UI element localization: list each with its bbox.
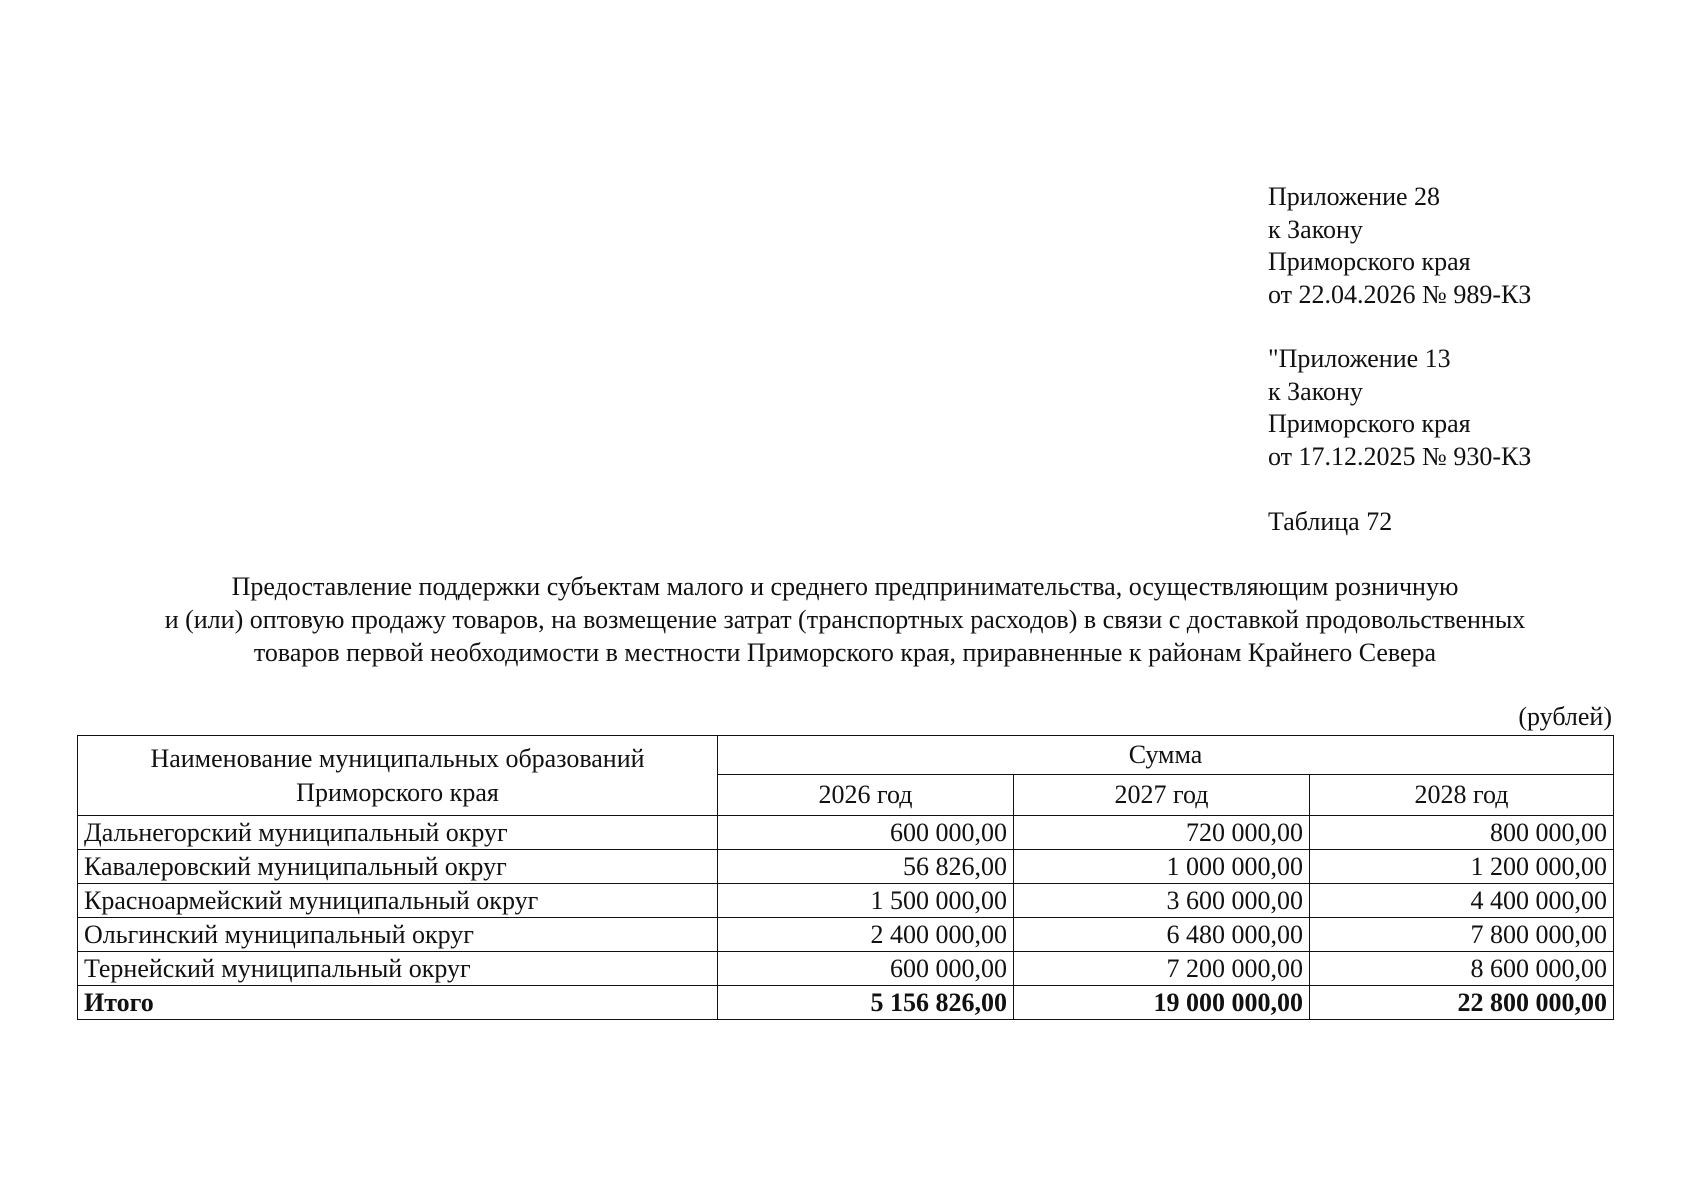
amount-cell: 720 000,00 [1014,816,1310,850]
appendix-line: от 22.04.2026 № 989-КЗ [1268,279,1532,309]
amount-cell: 800 000,00 [1310,816,1614,850]
amount-cell: 6 480 000,00 [1014,918,1310,952]
amount-cell: 4 400 000,00 [1310,884,1614,918]
amount-cell: 7 800 000,00 [1310,918,1614,952]
appendix-line: к Закону [1268,214,1363,244]
title-line: и (или) оптовую продажу товаров, на возмещение затрат (транспортных расходов) в связи с доставкой продовольственных [164,605,1526,634]
amount-cell: 2 400 000,00 [718,918,1014,952]
table-number: Таблица 72 [1268,507,1393,536]
amount-cell: 1 200 000,00 [1310,850,1614,884]
amount-cell: 1 500 000,00 [718,884,1014,918]
header-row [78,736,1614,775]
amount-cell: 1 000 000,00 [1014,850,1310,884]
year-header: 2028 год [1310,775,1614,816]
header-line: Наименование муниципальных образований [150,743,645,773]
total-row [78,986,1614,1020]
amount-cell: 56 826,00 [718,850,1014,884]
title-line: Предоставление поддержки субъектам малого и среднего предпринимательства, осуществляющим розничную [231,572,1459,601]
total-amount-cell: 5 156 826,00 [718,986,1014,1020]
appendix-line: к Закону [1268,376,1363,406]
total-amount-cell: 19 000 000,00 [1014,986,1310,1020]
municipality-name: Ольгинский муниципальный округ [78,918,718,952]
municipality-name: Красноармейский муниципальный округ [78,884,718,918]
municipality-name: Тернейский муниципальный округ [78,952,718,986]
appendix-line: Приморского края [1268,409,1471,438]
total-label: Итого [78,986,718,1020]
table-row [78,918,1614,952]
appendix-line: Приморского края [1268,247,1471,276]
budget-table [77,735,1614,1020]
title-line: товаров первой необходимости в местности Приморского края, приравненные к районам Крайнего Севера [253,638,1437,667]
amount-cell: 600 000,00 [718,816,1014,850]
document-title [70,570,1620,669]
total-amount-cell: 22 800 000,00 [1310,986,1614,1020]
amount-cell: 600 000,00 [718,952,1014,986]
amount-cell: 7 200 000,00 [1014,952,1310,986]
table-row [78,816,1614,850]
appendix-block [1268,181,1668,311]
year-header: 2027 год [1014,775,1310,816]
previous-appendix-block [1268,343,1668,473]
table-row [78,850,1614,884]
unit-label: (рублей) [1518,702,1612,731]
municipality-name: Кавалеровский муниципальный округ [78,850,718,884]
table-row [78,952,1614,986]
amount-cell: 3 600 000,00 [1014,884,1310,918]
year-header: 2026 год [718,775,1014,816]
table-row [78,884,1614,918]
amount-cell: 8 600 000,00 [1310,952,1614,986]
municipality-column-header [78,736,718,816]
header-line: Приморского края [296,777,499,807]
sum-column-header: Сумма [718,736,1614,775]
appendix-line: от 17.12.2025 № 930-КЗ [1268,441,1532,471]
appendix-line: "Приложение 13 [1268,344,1451,373]
municipality-name: Дальнегорский муниципальный округ [78,816,718,850]
appendix-line: Приложение 28 [1268,182,1441,211]
